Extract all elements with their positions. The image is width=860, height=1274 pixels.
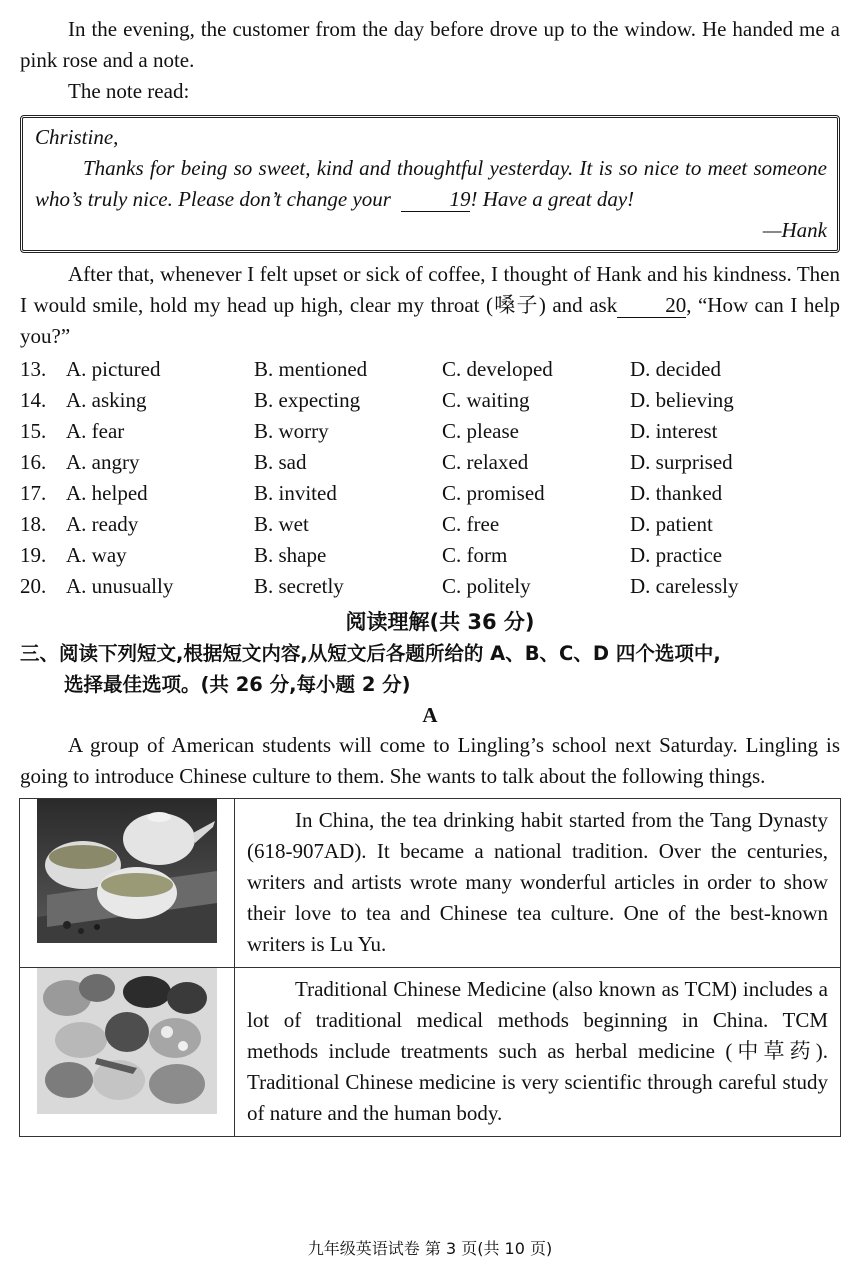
blank-19: 19 [401, 187, 470, 212]
option-a: A. way [66, 543, 127, 567]
story-paragraph-3 [20, 259, 840, 352]
option-d: D. decided [630, 357, 721, 381]
note-signature: —Hank [762, 218, 827, 242]
section-title: 阅读理解(共 36 分) [345, 610, 535, 634]
passage-label: A [422, 703, 438, 727]
medicine-photo-cell [20, 968, 235, 1137]
option-c: C. waiting [442, 388, 530, 412]
option-d: D. believing [630, 388, 734, 412]
exam-page [20, 14, 840, 1137]
option-d: D. practice [630, 543, 723, 567]
option-d: D. surprised [630, 450, 733, 474]
option-a: A. asking [66, 388, 147, 412]
option-d: D. carelessly [630, 574, 739, 598]
note-body-text: Thanks for being so sweet, kind and thoughtful yesterday. It is so nice to meet someone who’s truly nice. Please don’t change your [35, 156, 827, 211]
option-c: C. politely [442, 574, 531, 598]
table-row [20, 968, 841, 1137]
option-c: C. form [442, 543, 508, 567]
option-a: A. angry [66, 450, 140, 474]
note-box [20, 115, 840, 253]
question-number: 14. [20, 388, 47, 412]
option-b: B. shape [254, 543, 327, 567]
option-b: B. invited [254, 481, 337, 505]
option-c: C. promised [442, 481, 545, 505]
instruction-line-1: 三、阅读下列短文,根据短文内容,从短文后各题所给的 A、B、C、D 四个选项中, [20, 642, 721, 665]
section-instruction [20, 638, 840, 700]
paragraph-3-text: After that, whenever I felt upset or sick of coffee, I thought of Hank and his kindness. Then I would smile, hold my head up high, clear my throat (嗓子) and ask [20, 262, 840, 317]
tea-text-cell [235, 799, 841, 968]
question-number: 20. [20, 574, 47, 598]
passage-intro: A group of American students will come to Lingling’s school next Saturday. Lingling is going to introduce Chinese culture to them. She wants to talk about the following things. [20, 733, 840, 788]
option-a: A. ready [66, 512, 139, 536]
option-c: C. developed [442, 357, 553, 381]
instruction-line-2: 选择最佳选项。(共 26 分,每小题 2 分) [64, 673, 411, 696]
note-body [35, 153, 827, 215]
option-b: B. wet [254, 512, 309, 536]
culture-table [19, 798, 841, 1137]
herbal-medicine-photo [37, 968, 217, 1114]
option-row [20, 447, 840, 478]
option-row [20, 571, 840, 602]
option-b: B. secretly [254, 574, 344, 598]
answer-options [20, 354, 840, 602]
option-b: B. expecting [254, 388, 361, 412]
blank-20: 20 [617, 293, 686, 318]
tea-set-photo [37, 799, 217, 943]
option-row [20, 540, 840, 571]
option-d: D. patient [630, 512, 713, 536]
question-number: 19. [20, 543, 47, 567]
option-a: A. unusually [66, 574, 174, 598]
option-d: D. thanked [630, 481, 723, 505]
note-greeting: Christine, [35, 125, 119, 149]
option-d: D. interest [630, 419, 718, 443]
question-number: 17. [20, 481, 47, 505]
question-number: 18. [20, 512, 47, 536]
option-row [20, 385, 840, 416]
paragraph-3-end: , “How can I help you?” [20, 293, 840, 348]
question-number: 15. [20, 419, 47, 443]
option-c: C. relaxed [442, 450, 529, 474]
tea-photo-cell [20, 799, 235, 968]
option-a: A. fear [66, 419, 125, 443]
option-row [20, 354, 840, 385]
option-b: B. worry [254, 419, 329, 443]
option-a: A. helped [66, 481, 148, 505]
tea-text: In China, the tea drinking habit started from the Tang Dynasty (618-907AD). It became a national tradition. Over the centuries, writers and artists wrote many wonderful articles in order to show their love to tea and Chinese tea culture. One of the best-known writers is Lu Yu. [247, 808, 828, 956]
question-number: 13. [20, 357, 47, 381]
note-body-end: ! Have a great day! [470, 187, 635, 211]
medicine-text-cell [235, 968, 841, 1137]
option-row [20, 416, 840, 447]
option-a: A. pictured [66, 357, 161, 381]
option-b: B. sad [254, 450, 307, 474]
question-number: 16. [20, 450, 47, 474]
story-paragraph-1: In the evening, the customer from the day before drove up to the window. He handed me a pink rose and a note. [20, 17, 840, 72]
story-paragraph-2: The note read: [68, 79, 190, 103]
option-row [20, 509, 840, 540]
option-row [20, 478, 840, 509]
page-footer: 九年级英语试卷 第 3 页(共 10 页) [307, 1239, 553, 1258]
option-c: C. free [442, 512, 500, 536]
medicine-text: Traditional Chinese Medicine (also known as TCM) includes a lot of traditional medical methods beginning in China. TCM methods include treatments such as herbal medicine (中草药). Traditional Chinese medicine is very scientific through careful study of nature and the human body. [247, 977, 828, 1125]
table-row [20, 799, 841, 968]
option-b: B. mentioned [254, 357, 368, 381]
option-c: C. please [442, 419, 519, 443]
